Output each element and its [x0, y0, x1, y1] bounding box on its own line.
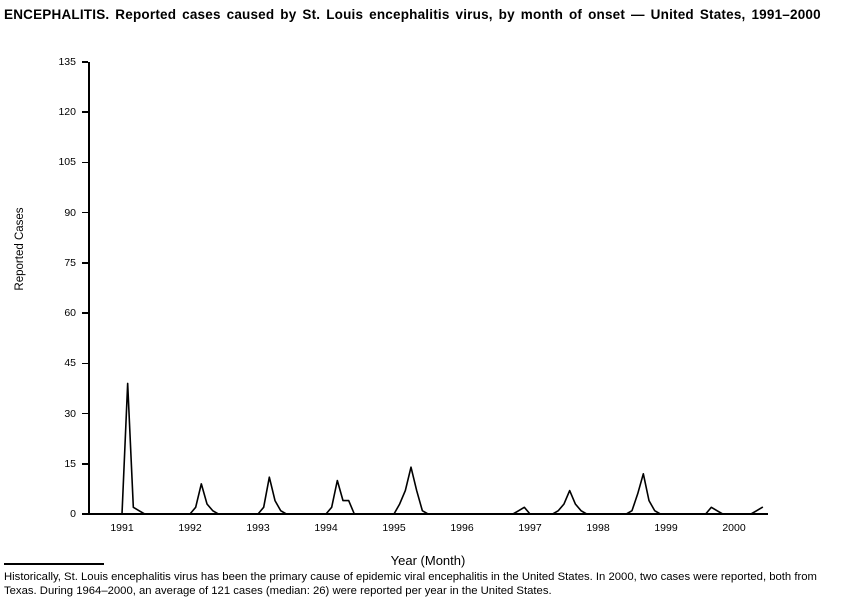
x-axis-tick-label: 2000 [722, 522, 746, 534]
x-axis-tick-label: 1996 [450, 522, 474, 534]
y-axis-tick-label: 75 [64, 256, 76, 269]
footnote-divider [4, 563, 104, 565]
x-axis-tick-label: 1995 [382, 522, 406, 534]
x-axis-tick-label: 1991 [110, 522, 134, 534]
x-axis-label: Year (Month) [390, 553, 466, 568]
chart-canvas [0, 48, 862, 568]
y-axis-tick-label: 105 [58, 156, 76, 169]
y-axis-tick-label: 90 [64, 206, 76, 219]
y-axis-tick-label: 60 [64, 307, 76, 320]
x-axis-tick-label: 1993 [246, 522, 270, 534]
footnote-text: Historically, St. Louis encephalitis virus has been the primary cause of epidemic viral encephalitis in the United States. In 2000, two cases were reported, both from Texas. During 1964–2000, an average of 121 cases (median: 26) were reported per year in the United States. [4, 571, 817, 597]
x-axis-tick-label: 1997 [518, 522, 542, 534]
y-axis-tick-label: 0 [70, 508, 76, 520]
y-axis-tick-label: 120 [58, 106, 76, 119]
y-axis-tick-label: 30 [64, 407, 76, 420]
data-line-series [88, 62, 768, 514]
x-axis-tick-label: 1998 [586, 522, 610, 534]
y-axis-label: Reported Cases [14, 207, 26, 291]
y-axis-tick-label: 45 [64, 357, 76, 370]
page-title: ENCEPHALITIS. Reported cases caused by St. Louis encephalitis virus, by month of onset — United States, 1991–2000 [4, 7, 821, 22]
y-axis-tick-label: 15 [64, 457, 76, 470]
x-axis-tick-label: 1992 [178, 522, 202, 534]
y-axis-tick-label: 135 [58, 56, 76, 68]
x-axis-tick-label: 1994 [314, 522, 338, 534]
x-axis-tick-label: 1999 [654, 522, 678, 534]
plot-region [88, 62, 768, 514]
